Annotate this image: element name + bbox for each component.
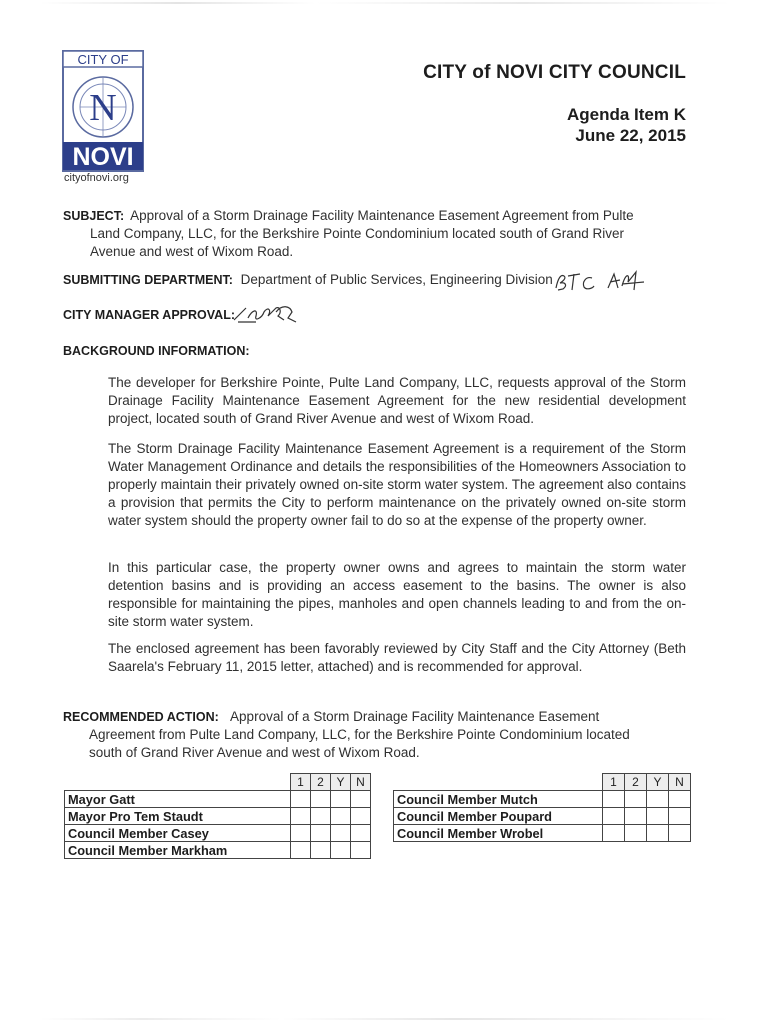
member-name: Council Member Poupard	[394, 808, 603, 825]
vote-cell	[647, 825, 669, 842]
vote-cell	[331, 825, 351, 842]
vote-row	[65, 825, 371, 842]
background-paragraph-1: The developer for Berkshire Pointe, Pulte Land Company, LLC, requests approval of the Storm Drainage Facility Maintenance Easement Agreement for the new residential development project, located south of Grand River Avenue and west of Wixom Road.	[108, 375, 686, 426]
member-name: Council Member Markham	[65, 842, 291, 859]
background-label: BACKGROUND INFORMATION:	[63, 344, 250, 358]
scan-edge-top	[40, 2, 730, 4]
city-manager-signature	[232, 300, 304, 326]
vote-cell	[647, 808, 669, 825]
agenda-item: Agenda Item K	[566, 105, 686, 124]
vote-cell	[311, 825, 331, 842]
recommended-line-3: south of Grand River Avenue and west of Wixom Road.	[89, 745, 420, 760]
vote-header-yes: Y	[647, 774, 669, 791]
vote-cell	[351, 842, 371, 859]
city-manager-approval-label: CITY MANAGER APPROVAL:	[63, 308, 235, 322]
recommended-line-1: Approval of a Storm Drainage Facility Maintenance Easement	[230, 709, 600, 724]
logo-monogram: N	[89, 87, 117, 129]
department-label: SUBMITTING DEPARTMENT:	[63, 273, 233, 287]
vote-row	[65, 842, 371, 859]
member-name: Mayor Gatt	[65, 791, 291, 808]
vote-cell	[625, 808, 647, 825]
vote-cell	[311, 791, 331, 808]
vote-cell	[669, 808, 691, 825]
vote-cell	[331, 791, 351, 808]
subject-line-3: Avenue and west of Wixom Road.	[90, 244, 294, 259]
vote-table-right	[393, 773, 691, 842]
recommended-line-2: Agreement from Pulte Land Company, LLC, for the Berkshire Pointe Condominium located	[89, 727, 630, 742]
subject-section	[63, 207, 693, 261]
meeting-date: June 22, 2015	[575, 126, 686, 145]
vote-cell	[331, 842, 351, 859]
vote-cell	[311, 808, 331, 825]
logo-top-text: CITY OF	[77, 52, 129, 67]
vote-header-2: 2	[311, 774, 331, 791]
background-paragraph-3: In this particular case, the property owner owns and agrees to maintain the storm water detention basins and is providing an access easement to the basins. The owner is also responsible for maintaining the pipes, manholes and open channels leading to and from the on-site storm water system.	[108, 560, 686, 629]
vote-row	[65, 791, 371, 808]
vote-row	[394, 825, 691, 842]
vote-header-row	[65, 774, 371, 791]
city-of-novi-logo	[62, 50, 144, 172]
subject-label: SUBJECT:	[63, 209, 125, 223]
vote-header-no: N	[351, 774, 371, 791]
vote-header-1: 1	[603, 774, 625, 791]
vote-cell	[351, 808, 371, 825]
vote-cell	[291, 842, 311, 859]
vote-cell	[669, 825, 691, 842]
logo-bottom-text: NOVI	[72, 143, 134, 171]
vote-cell	[647, 791, 669, 808]
logo-website: cityofnovi.org	[64, 172, 129, 184]
vote-cell	[291, 808, 311, 825]
background-paragraph-4: The enclosed agreement has been favorably reviewed by City Staff and the City Attorney (Beth Saarela's February 11, 2015 letter, attached) and is recommended for approval.	[108, 641, 686, 674]
vote-header-2: 2	[625, 774, 647, 791]
vote-cell	[603, 808, 625, 825]
member-name: Council Member Wrobel	[394, 825, 603, 842]
scan-edge-bottom	[40, 1018, 730, 1020]
department-value: Department of Public Services, Engineering Division	[240, 272, 553, 287]
vote-cell	[331, 808, 351, 825]
vote-header-yes: Y	[331, 774, 351, 791]
vote-cell	[625, 825, 647, 842]
submitting-department	[63, 272, 553, 287]
recommended-label: RECOMMENDED ACTION:	[63, 710, 219, 724]
department-initials-signature	[552, 268, 652, 294]
member-name: Mayor Pro Tem Staudt	[65, 808, 291, 825]
vote-row	[394, 808, 691, 825]
vote-cell	[603, 791, 625, 808]
subject-line-2: Land Company, LLC, for the Berkshire Pointe Condominium located south of Grand River	[90, 226, 625, 241]
vote-row	[65, 808, 371, 825]
vote-header-1: 1	[291, 774, 311, 791]
vote-row	[394, 791, 691, 808]
vote-cell	[311, 842, 331, 859]
vote-header-row	[394, 774, 691, 791]
vote-cell	[351, 791, 371, 808]
vote-cell	[351, 825, 371, 842]
vote-cell	[603, 825, 625, 842]
vote-table-left	[64, 773, 371, 859]
vote-cell	[291, 825, 311, 842]
council-title: CITY of NOVI CITY COUNCIL	[423, 62, 686, 83]
member-name: Council Member Casey	[65, 825, 291, 842]
vote-cell	[291, 791, 311, 808]
subject-line-1: Approval of a Storm Drainage Facility Maintenance Easement Agreement from Pulte	[130, 208, 634, 223]
vote-cell	[669, 791, 691, 808]
vote-header-no: N	[669, 774, 691, 791]
vote-cell	[625, 791, 647, 808]
member-name: Council Member Mutch	[394, 791, 603, 808]
background-paragraph-2: The Storm Drainage Facility Maintenance Easement Agreement is a requirement of the Storm Water Management Ordinance and details the responsibilities of the Homeowners Association to properly maintain their privately owned on-site storm water system. The agreement also contains a provision that permits the City to perform maintenance on the privately owned on-site storm water system should the property owner fail to do so at the expense of the property owner.	[108, 441, 686, 528]
recommended-action-section	[63, 708, 689, 762]
